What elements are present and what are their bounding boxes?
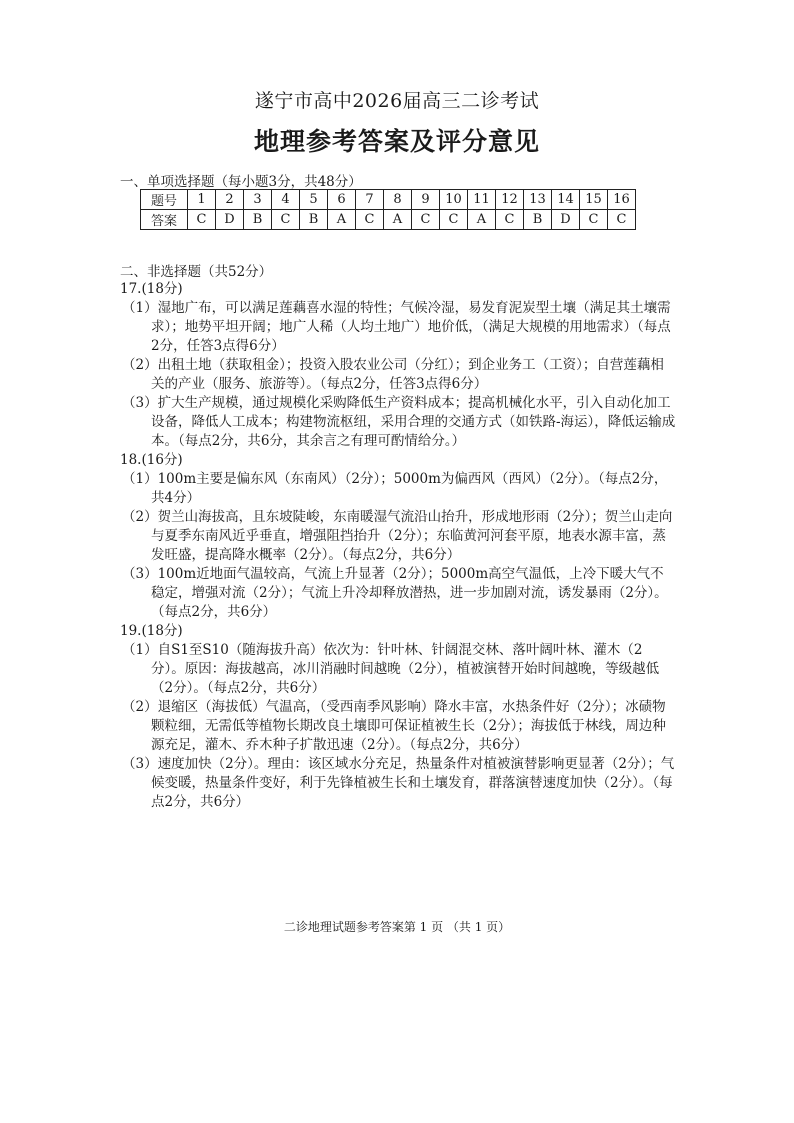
question-number-cell: 6	[328, 190, 356, 210]
answer-cell: C	[608, 210, 636, 230]
answer-cell: B	[524, 210, 552, 230]
question-17-item-3: （3）扩大生产规模，通过规模化采购降低生产资料成本；提高机械化水平，引入自动化加工设备，降低人工成本；构建物流枢纽，采用合理的交通方式（如铁路-海运），降低运输成本。（每点2分，共6分，其余言之有理可酌情给分。）	[122, 395, 676, 449]
answer-cell: C	[412, 210, 440, 230]
question-17-header: 17.(18分)	[120, 281, 183, 297]
question-number-cell: 3	[244, 190, 272, 210]
answer-cell: A	[384, 210, 412, 230]
question-number-cell: 4	[272, 190, 300, 210]
answer-cell: A	[328, 210, 356, 230]
answer-table	[140, 189, 636, 230]
question-number-row	[141, 190, 636, 210]
answer-cell: C	[188, 210, 216, 230]
answer-cell: D	[552, 210, 580, 230]
question-19-item-2: （2）退缩区（海拔低）气温高，（受西南季风影响）降水丰富，水热条件好（2分）；冰碛物颗粒细，无需低等植物长期改良土壤即可保证植被生长（2分）；海拔低于林线，周边种源充足，灌木、乔木种子扩散迅速（2分）。（每点2分，共6分）	[122, 699, 666, 753]
question-18-item-1: （1）100m主要是偏东风（东南风）（2分）；5000m为偏西风（西风）（2分）。（每点2分，共4分）	[122, 471, 668, 506]
answer-cell: A	[468, 210, 496, 230]
question-number-cell: 5	[300, 190, 328, 210]
answer-row-label: 答案	[141, 210, 188, 230]
answer-cell: D	[216, 210, 244, 230]
question-number-cell: 14	[552, 190, 580, 210]
question-number-cell: 12	[496, 190, 524, 210]
answer-cell: C	[440, 210, 468, 230]
question-17-item-1: （1）湿地广布，可以满足莲藕喜水湿的特性；气候冷湿，易发育泥炭型土壤（满足其土壤需求）；地势平坦开阔；地广人稀（人均土地广）地价低，（满足大规模的用地需求）（每点2分，任答3点得6分）	[122, 300, 671, 354]
section2-heading: 二、非选择题（共52分）	[120, 264, 273, 280]
section1-heading: 一、单项选择题（每小题3分，共48分）	[120, 174, 362, 190]
page-title: 地理参考答案及评分意见	[253, 127, 540, 156]
question-number-cell: 15	[580, 190, 608, 210]
answer-cell: C	[496, 210, 524, 230]
question-18-item-3: （3）100m近地面气温较高，气流上升显著（2分）；5000m高空气温低，上冷下暖大气不稳定，增强对流（2分）；气流上升冷却释放潜热，进一步加剧对流，诱发暴雨（2分）。（每点2分，共6分）	[122, 566, 668, 620]
question-19-item-1: （1）自S1至S10（随海拔升高）依次为：针叶林、针阔混交林、落叶阔叶林、灌木（2分）。原因：海拔越高，冰川消融时间越晚（2分），植被演替开始时间越晚，等级越低（2分）。（每点2分，共6分）	[122, 642, 660, 696]
question-number-cell: 13	[524, 190, 552, 210]
question-number-cell: 7	[356, 190, 384, 210]
answer-row	[141, 210, 636, 230]
question-number-cell: 1	[188, 190, 216, 210]
question-17-item-2: （2）出租土地（获取租金）；投资入股农业公司（分红）；到企业务工（工资）；自营莲藕相关的产业（服务、旅游等）。（每点2分，任答3点得6分）	[122, 357, 664, 392]
question-number-cell: 11	[468, 190, 496, 210]
answer-cell: C	[580, 210, 608, 230]
question-number-cell: 2	[216, 190, 244, 210]
question-number-cell: 16	[608, 190, 636, 210]
answer-cell: C	[356, 210, 384, 230]
question-18-item-2: （2）贺兰山海拔高，且东坡陡峻，东南暖湿气流沿山抬升，形成地形雨（2分）；贺兰山走向与夏季东南风近乎垂直，增强阻挡抬升（2分）；东临黄河河套平原，地表水源丰富，蒸发旺盛，提高降水概率（2分）。（每点2分，共6分）	[122, 509, 673, 563]
answer-cell: C	[272, 210, 300, 230]
question-19-header: 19.(18分)	[120, 623, 183, 639]
page-footer: 二诊地理试题参考答案第 1 页 （共 1 页）	[283, 920, 511, 934]
answer-cell: B	[300, 210, 328, 230]
question-number-cell: 9	[412, 190, 440, 210]
question-19-item-3: （3）速度加快（2分）。理由：该区域水分充足，热量条件对植被演替影响更显著（2分）；气候变暖，热量条件变好，利于先锋植被生长和土壤发育，群落演替速度加快（2分）。（每点2分，共6分）	[122, 756, 675, 810]
question-row-label: 题号	[141, 190, 188, 210]
answer-cell: B	[244, 210, 272, 230]
question-18-header: 18.(16分)	[120, 452, 183, 468]
section2-answers	[120, 280, 676, 812]
question-number-cell: 10	[440, 190, 468, 210]
question-number-cell: 8	[384, 190, 412, 210]
exam-title: 遂宁市高中2026届高三二诊考试	[254, 90, 540, 112]
